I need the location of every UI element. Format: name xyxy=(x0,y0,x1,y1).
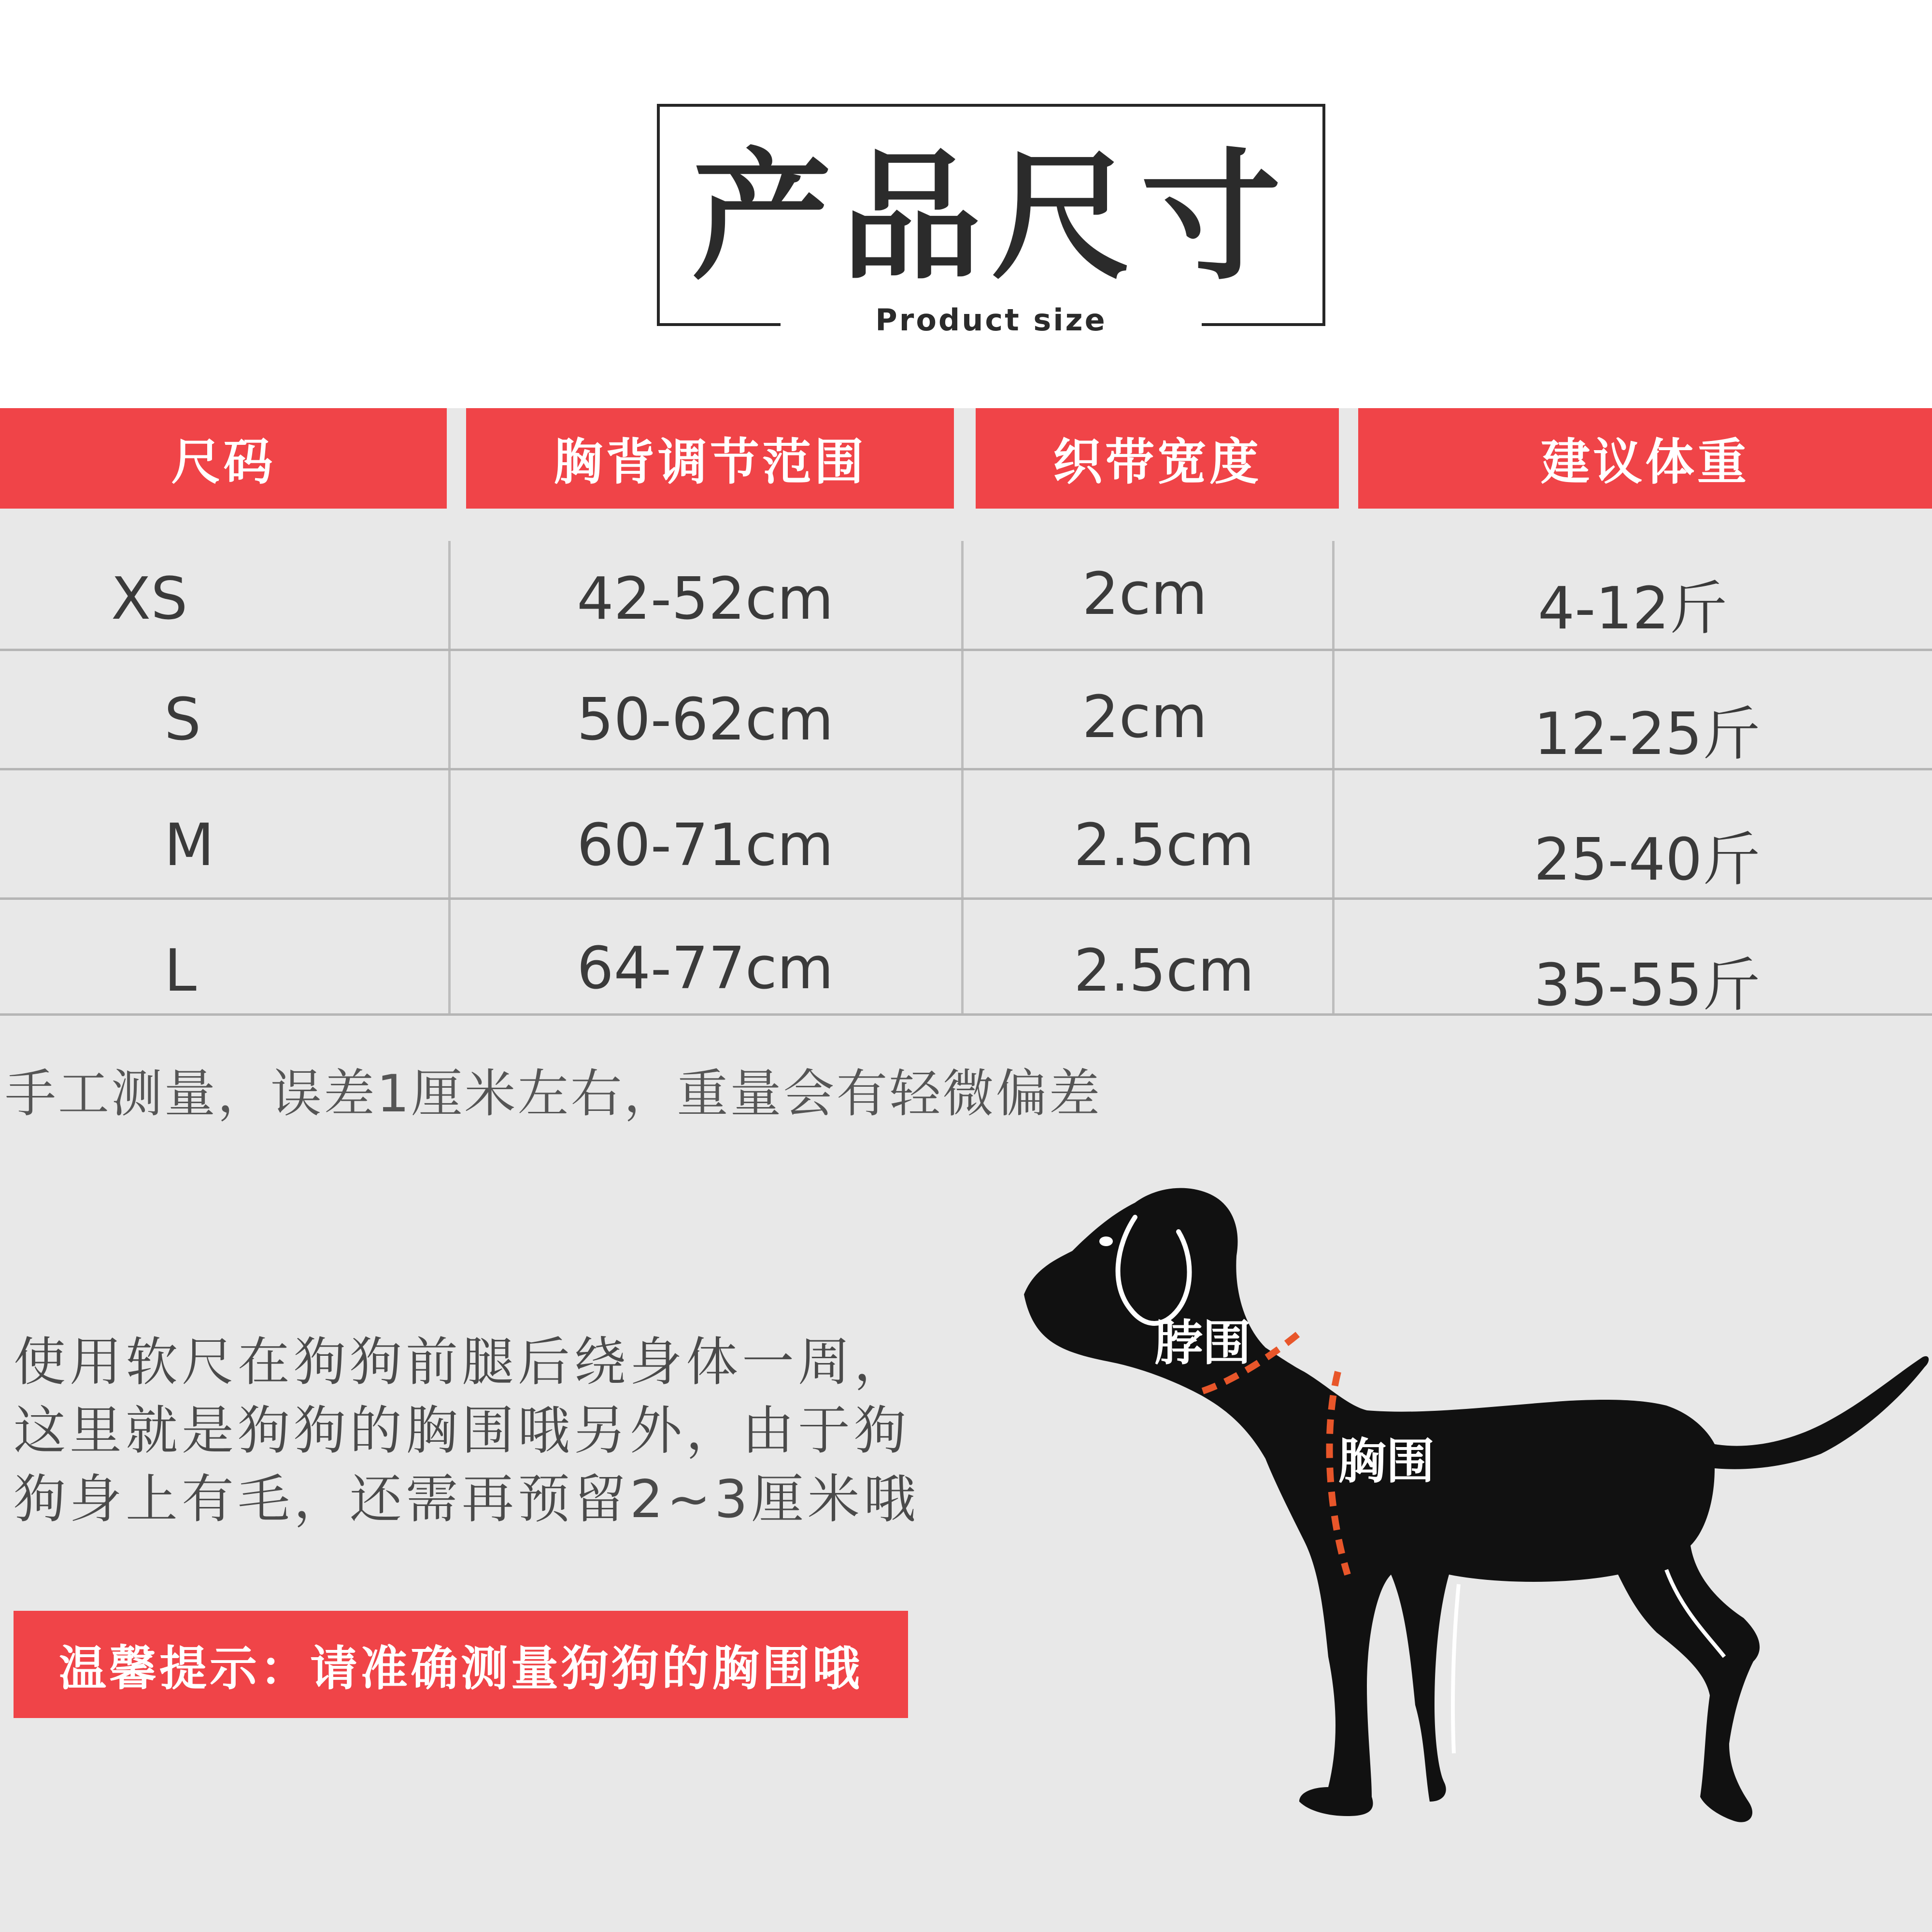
measuring-instructions xyxy=(14,1328,960,1534)
column-divider xyxy=(448,541,451,1014)
table-cell-weight: 12-25斤 xyxy=(1534,701,1761,768)
header-chest-range: 胸背调节范围 xyxy=(466,408,954,509)
table-cell-strap: 2.5cm xyxy=(1074,937,1254,1005)
table-cell-strap: 2.5cm xyxy=(1074,811,1254,879)
header-size: 尺码 xyxy=(0,408,447,509)
header-weight: 建议体重 xyxy=(1358,408,1932,509)
page-title: 产品尺寸 xyxy=(692,136,1291,299)
table-cell-chest: 42-52cm xyxy=(577,565,834,633)
dog-leg-highlight xyxy=(1453,1584,1459,1753)
table-cell-chest: 64-77cm xyxy=(577,935,834,1002)
table-cell-size: M xyxy=(164,811,214,879)
column-divider xyxy=(961,541,964,1014)
neck-label: 脖围 xyxy=(1154,1315,1251,1371)
measurement-note: 手工测量，误差1厘米左右，重量会有轻微偏差 xyxy=(5,1064,1102,1123)
table-cell-weight: 35-55斤 xyxy=(1534,952,1761,1019)
dog-silhouette-icon xyxy=(990,1174,1932,1874)
dog-body xyxy=(1024,1188,1929,1822)
table-cell-weight: 4-12斤 xyxy=(1537,575,1728,642)
table-cell-size: L xyxy=(164,937,197,1005)
table-cell-size: S xyxy=(164,686,201,753)
table-cell-strap: 2cm xyxy=(1082,683,1208,751)
table-cell-chest: 50-62cm xyxy=(577,686,834,753)
instruction-line: 狗身上有毛，还需再预留2~3厘米哦 xyxy=(14,1469,920,1530)
dog-eye xyxy=(1099,1236,1113,1246)
header-strap-width: 织带宽度 xyxy=(976,408,1339,509)
instruction-line: 这里就是狗狗的胸围哦另外，由于狗 xyxy=(14,1401,910,1461)
instruction-line: 使用软尺在狗狗前腿后绕身体一周， xyxy=(14,1332,910,1392)
table-cell-chest: 60-71cm xyxy=(577,811,834,879)
table-cell-strap: 2cm xyxy=(1082,560,1208,628)
tip-banner: 温馨提示：请准确测量狗狗的胸围哦 xyxy=(14,1611,908,1718)
title-box xyxy=(657,104,1325,338)
chest-label: 胸围 xyxy=(1338,1433,1435,1490)
page-subtitle: Product size xyxy=(875,302,1107,338)
table-cell-size: XS xyxy=(111,565,188,633)
column-divider xyxy=(1332,541,1335,1014)
table-cell-weight: 25-40斤 xyxy=(1534,826,1761,894)
